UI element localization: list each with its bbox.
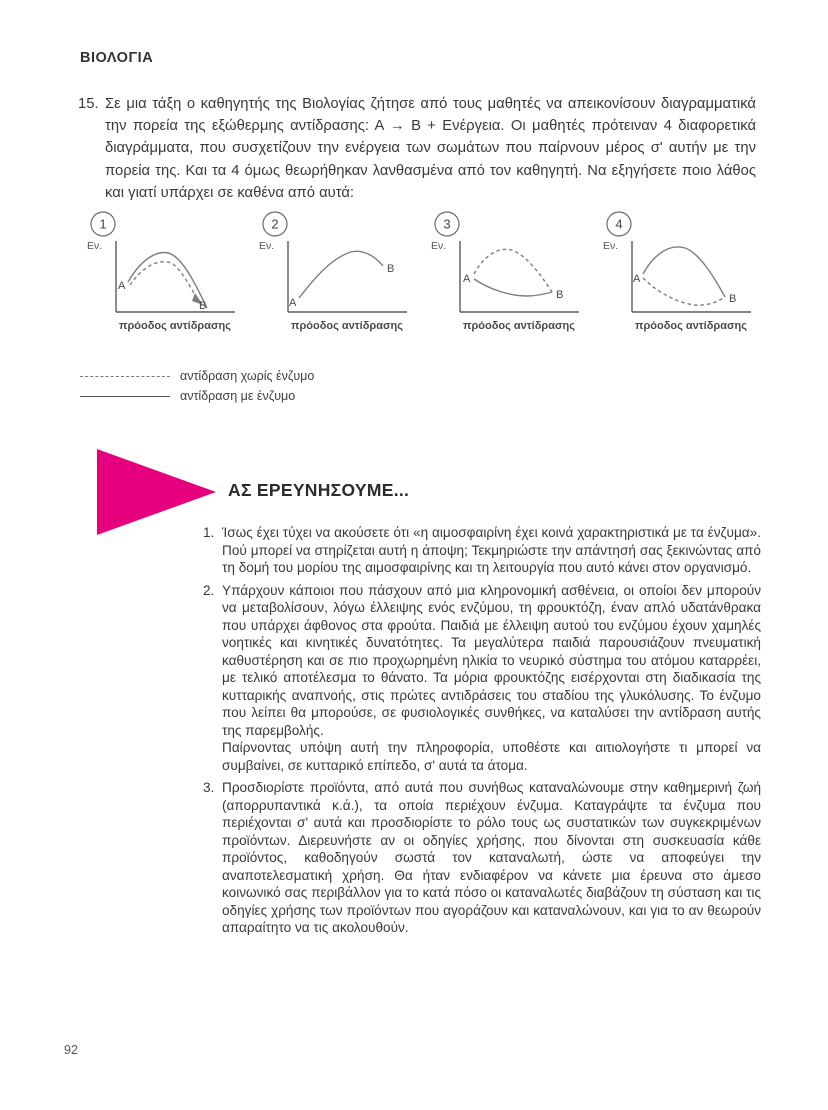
diagram-3-point-b: B	[556, 289, 564, 301]
diagram-2-y-label: Εν.	[259, 240, 275, 252]
task-list	[203, 524, 761, 937]
solid-line-swatch	[80, 396, 170, 397]
diagram-2-x-label: πρόοδος αντίδρασης	[291, 320, 403, 332]
diagram-4-point-b: B	[729, 293, 737, 305]
task-3-number: 3.	[203, 780, 215, 795]
diagram-3-y-label: Εν.	[431, 240, 447, 252]
diagram-1-point-a: A	[118, 280, 126, 292]
task-3-paragraph: Προσδιορίστε προϊόντα, από αυτά που συνήθως καταναλώνουμε στην καθημερινή ζωή (απορρυπαντικά κ.ά.), τα οποία περιέχουν ένζυμα. Καταγράψτε τα ένζυμα που περιέχονται σ' αυτά και προσδιορίστε το ρόλο τους ως συστατικών των συγκεκριμένων προϊόντων. Διερευνήστε αν οι οδηγίες χρήσης, που δίνονται στη συσκευασία κάθε προϊόντος, καθοδηγούν σωστά τον καταναλωτή, ώστε να αποφεύγει την αναποτελεσματική χρήση. Θα ήταν ενδιαφέρον να κάνετε μια έρευνα στο άμεσο κοινωνικό σας περιβάλλον για το κατά πόσο οι καταναλωτές διαβάζουν τη σύσταση και τις οδηγίες χρήσης των προϊόντων που αγοράζουν και καταναλώνουν, και για το αν θεωρούν απαραίτητο να τις ακολουθούν.	[222, 780, 761, 935]
legend-row-without-enzyme	[80, 366, 314, 386]
question-15	[78, 93, 756, 204]
curve-legend	[80, 366, 314, 406]
task-2-paragraph-2: Παίρνοντας υπόψη αυτή την πληροφορία, υποθέστε και αιτιολογήστε τι μπορεί να συμβαίνει, σε κυτταρικό επίπεδο, σ' αυτά τα άτομα.	[222, 740, 761, 773]
task-2-number: 2.	[203, 582, 215, 598]
task-2	[203, 582, 761, 775]
diagram-2-point-a: A	[289, 297, 297, 309]
task-2-body	[222, 582, 761, 775]
chapter-header: ΒΙΟΛΟΓΙΑ	[80, 50, 154, 66]
diagram-1-dashed-curve	[130, 262, 197, 298]
task-1-body	[222, 524, 761, 577]
question-text: Σε μια τάξη ο καθηγητής της Βιολογίας ζήτησε από τους μαθητές να απεικονίσουν διαγραμματικά την πορεία της εξώθερμης αντίδρασης: Α → Β + Ενέργεια. Οι μαθητές πρότειναν 4 διαφορετικά διαγράμματα, που συσχετίζουν την ενέργεια των σωμάτων που παίρνουν μέρος σ' αυτήν με την πορεία της. Και τα 4 όμως θεωρήθηκαν λανθασμένα από τον καθηγητή. Να εξηγήσετε ποιο λάθος και γιατί υπάρχει σε καθένα από αυτά:	[105, 96, 756, 201]
diagram-1-point-b: B	[199, 300, 207, 312]
diagram-2-solid-curve	[299, 251, 383, 298]
diagram-1-number: 1	[99, 216, 107, 232]
pink-triangle-icon	[97, 449, 216, 535]
diagram-2	[255, 208, 413, 340]
diagram-4-number: 4	[615, 216, 623, 232]
diagram-3-x-label: πρόοδος αντίδρασης	[463, 320, 575, 332]
diagram-1	[83, 208, 241, 340]
diagram-4-x-label: πρόοδος αντίδρασης	[635, 320, 747, 332]
task-1	[203, 524, 761, 577]
task-1-number: 1.	[203, 525, 215, 540]
diagram-1-x-label: πρόοδος αντίδρασης	[119, 320, 231, 332]
question-number: 15.	[78, 96, 99, 112]
diagram-2-number: 2	[271, 216, 279, 232]
legend-row-with-enzyme	[80, 386, 314, 406]
dashed-line-swatch	[80, 376, 170, 377]
task-2-paragraph-1: Υπάρχουν κάποιοι που πάσχουν από μια κληρονομική ασθένεια, οι οποίοι δεν μπορούν να μεταβολίσουν, λόγω έλλειψης ενός ενζύμου, τη φρουκτόζη, έναν απλό υδατάνθρακα που υπάρχει άφθονος στα φρούτα. Παιδιά με έλλειψη αυτού του ενζύμου έχουν χαμηλές νοητικές και κινητικές δυνατότητες. Τα μεγαλύτερα παιδιά παρουσιάζουν πνευματική καθυστέρηση και σε πιο προχωρημένη ηλικία το νευρικό σύστημα του ατόμου καταρρέει, με τελικό αποτέλεσμα το θάνατο. Τα μόρια φρουκτόζης εισέρχονται στη διαδικασία της κυτταρικής αναπνοής, στις πρώτες αντιδράσεις του σταδίου της γλυκόλυσης. Το ένζυμο που λείπει θα μπορούσε, σε φυσιολογικές συνθήκες, να καταλύσει την αντίδραση αυτής της παρεμβολής.	[222, 582, 761, 738]
task-3-body	[222, 779, 761, 937]
diagram-3	[427, 208, 585, 340]
diagram-4	[599, 208, 757, 340]
diagram-4-dashed-curve	[643, 278, 725, 305]
diagram-4-y-label: Εν.	[603, 240, 619, 252]
diagram-3-number: 3	[443, 216, 451, 232]
diagram-row	[83, 208, 757, 340]
diagram-3-solid-curve	[474, 279, 552, 296]
section-heading: ΑΣ ΕΡΕΥΝΗΣΟΥΜΕ...	[228, 480, 410, 500]
legend-label-with-enzyme: αντίδραση με ένζυμο	[180, 389, 296, 403]
diagram-4-solid-curve	[643, 247, 725, 297]
diagram-3-point-a: A	[463, 273, 471, 285]
diagram-2-point-b: B	[387, 263, 395, 275]
diagram-1-y-label: Εν.	[87, 240, 103, 252]
legend-label-without-enzyme: αντίδραση χωρίς ένζυμο	[180, 369, 315, 383]
task-3	[203, 779, 761, 937]
task-1-paragraph: Ίσως έχει τύχει να ακούσετε ότι «η αιμοσφαιρίνη έχει κοινά χαρακτηριστικά με τα ένζυμα». Πού μπορεί να στηρίζεται αυτή η άποψη; Τεκμηριώστε την απάντησή σας ξεκινώντας από τη δομή του μορίου της αιμοσφαιρίνης και τη λειτουργία που αυτό κάνει στον οργανισμό.	[222, 525, 761, 575]
page-number: 92	[64, 1043, 78, 1057]
diagram-4-point-a: A	[633, 273, 641, 285]
